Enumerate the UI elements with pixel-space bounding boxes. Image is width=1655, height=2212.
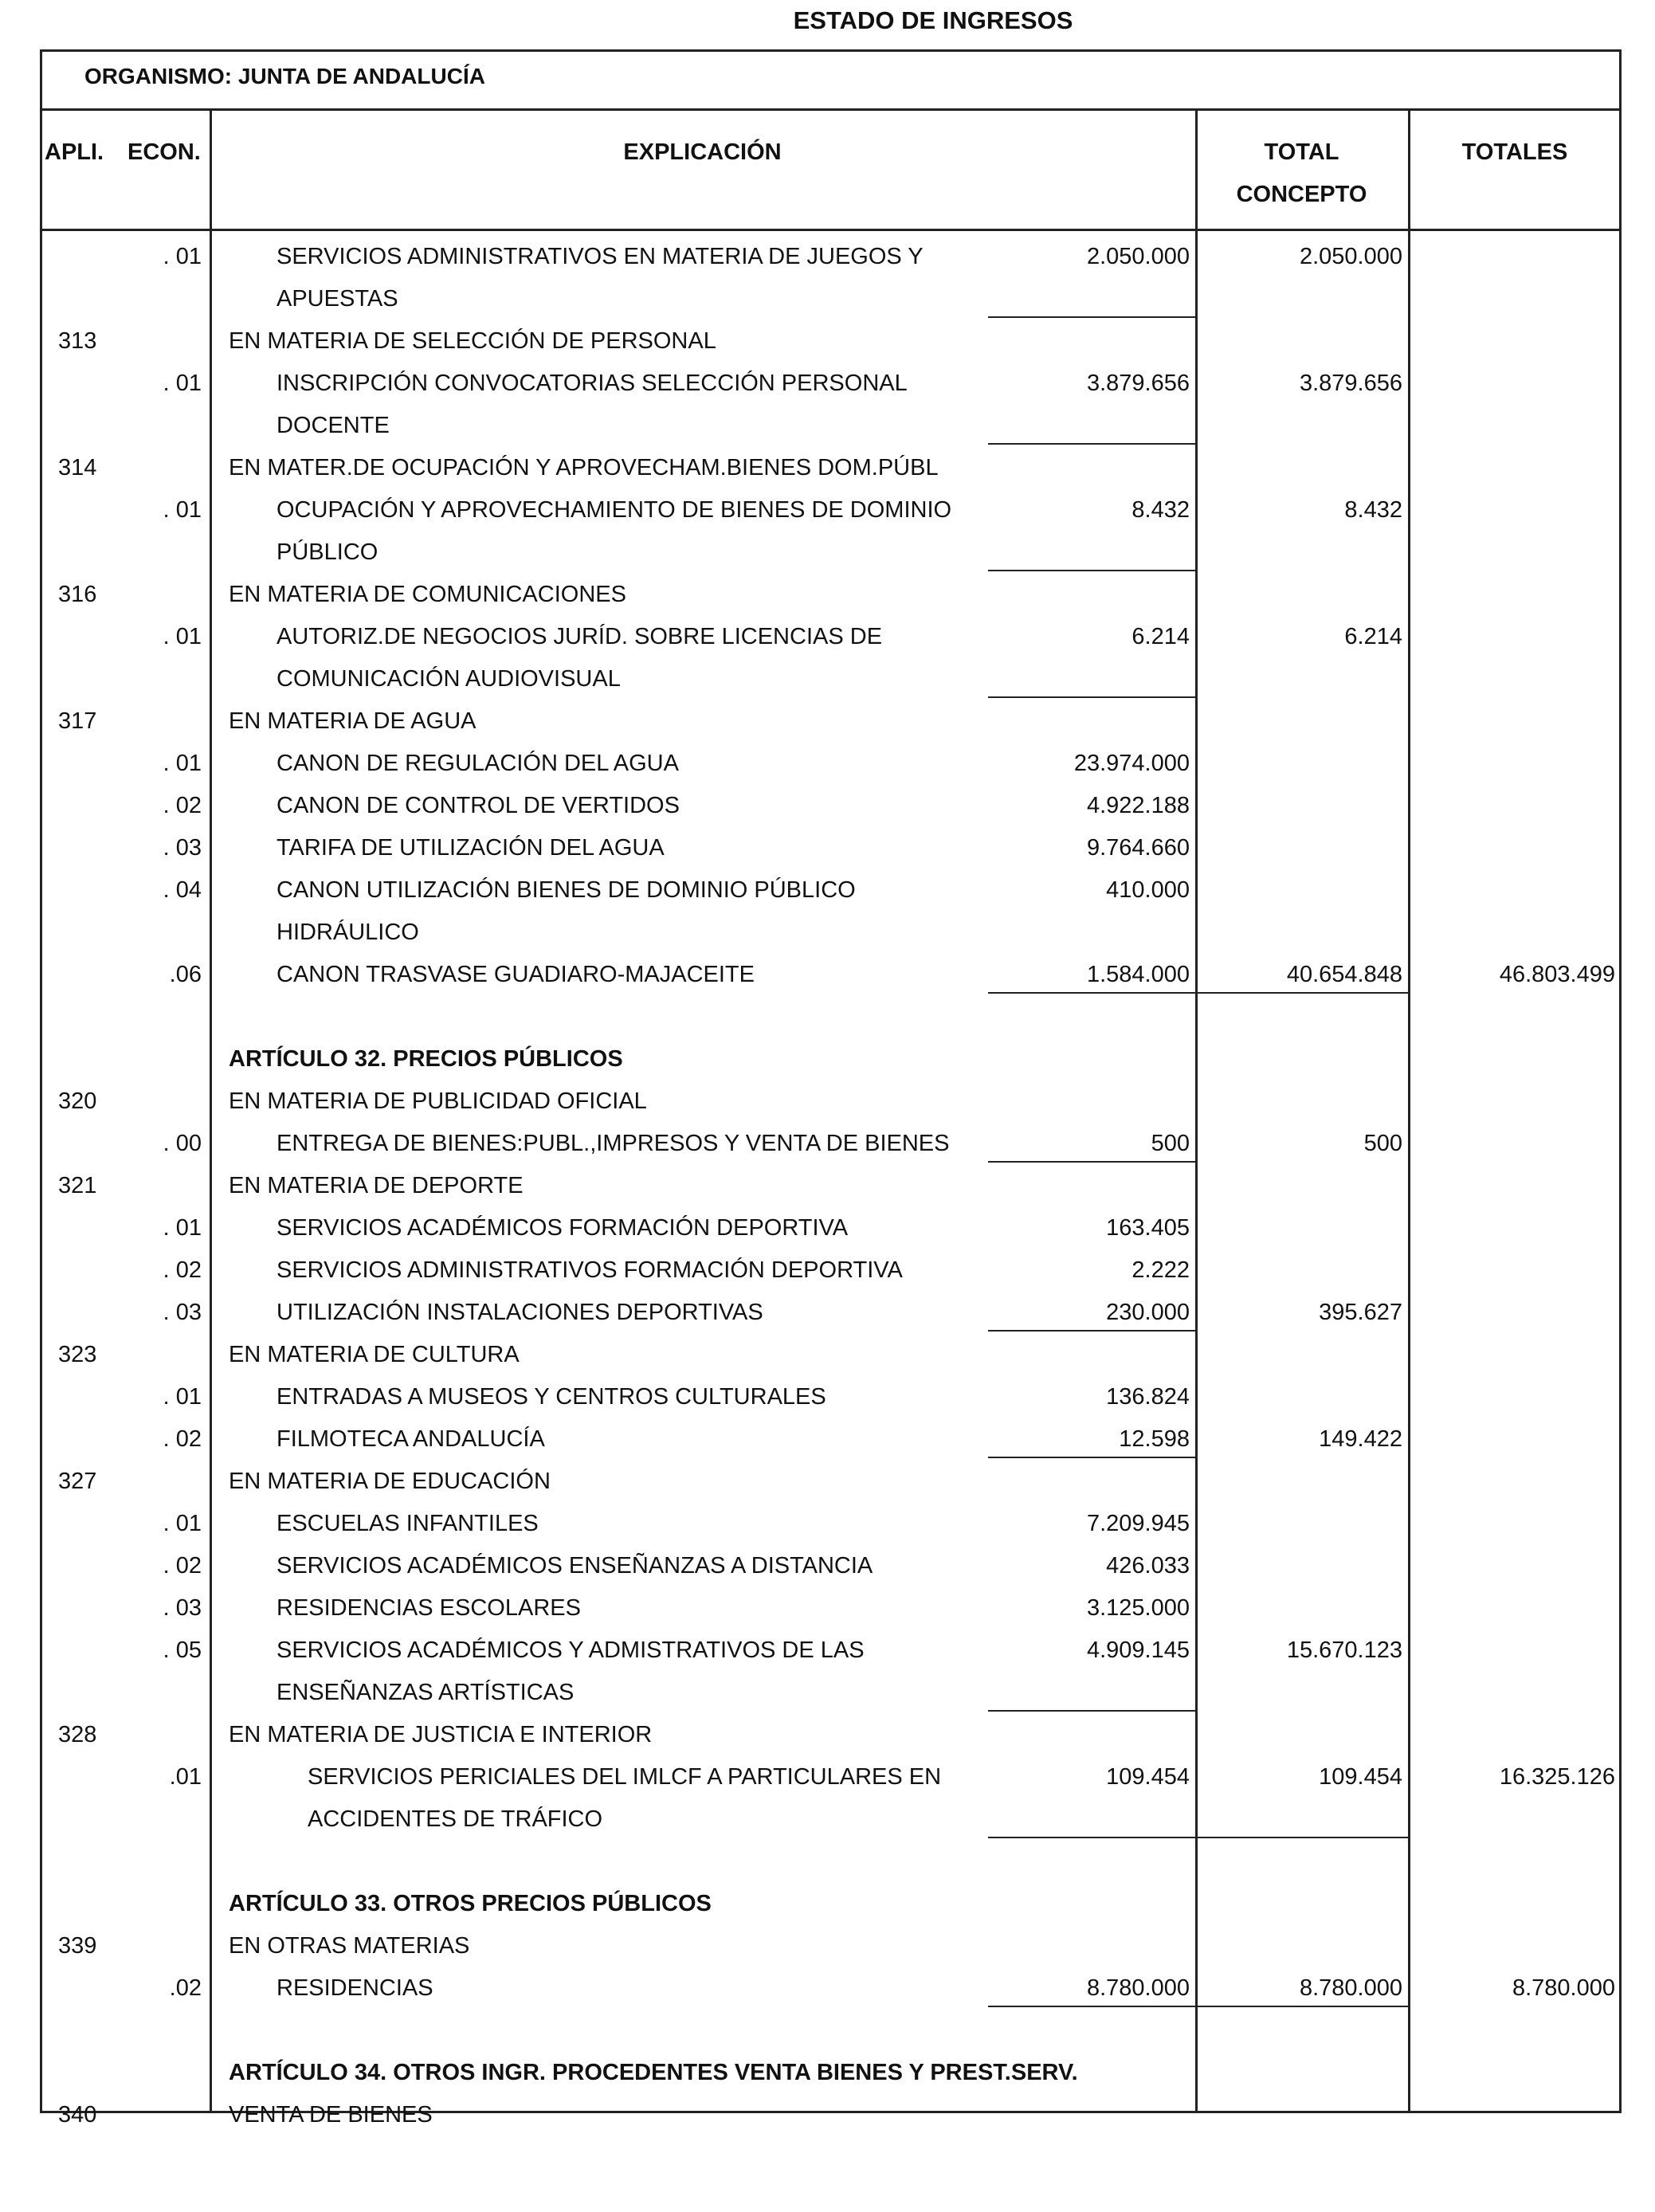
line-description: INSCRIPCIÓN CONVOCATORIAS SELECCIÓN PERSONAL [276,371,908,396]
econ-code: . 02 [163,1426,202,1452]
econ-code: . 01 [163,244,202,269]
subtotal-rule [988,1161,1195,1163]
apli-code: 340 [58,2102,97,2128]
line-amount: 163.405 [1106,1215,1190,1241]
line-description-cont: COMUNICACIÓN AUDIOVISUAL [276,666,621,692]
concept-heading: EN MATER.DE OCUPACIÓN Y APROVECHAM.BIENES DOM.PÚBL [229,455,939,480]
apli-code: 328 [58,1722,97,1747]
subtotal-rule [988,2006,1195,2007]
econ-code: . 01 [163,371,202,396]
article-heading: ARTÍCULO 34. OTROS INGR. PROCEDENTES VENTA BIENES Y PREST.SERV. [229,2060,1078,2085]
line-description: SERVICIOS ADMINISTRATIVOS EN MATERIA DE JUEGOS Y [276,244,924,269]
concept-heading: EN MATERIA DE DEPORTE [229,1173,524,1198]
total-articulo: 8.780.000 [1512,1975,1615,2001]
page-title: ESTADO DE INGRESOS [793,6,1073,34]
header-top-rule [40,108,1622,111]
total-concepto: 40.654.848 [1286,962,1402,987]
line-amount: 136.824 [1106,1384,1190,1410]
line-amount: 12.598 [1119,1426,1190,1452]
line-description: CANON UTILIZACIÓN BIENES DE DOMINIO PÚBLICO [276,877,856,903]
concept-heading: EN MATERIA DE CULTURA [229,1342,520,1367]
line-amount: 500 [1151,1131,1190,1156]
line-description: CANON TRASVASE GUADIARO-MAJACEITE [276,962,755,987]
subtotal-rule [988,1457,1195,1458]
line-description-cont: ACCIDENTES DE TRÁFICO [308,1806,603,1832]
header-apli: APLI. [45,139,104,165]
line-description-cont: ENSEÑANZAS ARTÍSTICAS [276,1680,575,1705]
apli-code: 327 [58,1469,97,1494]
line-amount: 109.454 [1106,1764,1190,1790]
line-description-cont: PÚBLICO [276,539,378,565]
line-description: RESIDENCIAS [276,1975,433,2001]
subtotal-rule [1195,2006,1408,2007]
econ-code: . 03 [163,1595,202,1621]
line-description: ESCUELAS INFANTILES [276,1511,539,1536]
line-amount: 8.432 [1131,497,1190,523]
line-description: FILMOTECA ANDALUCÍA [276,1426,545,1452]
subtotal-rule [988,696,1195,698]
econ-code: . 02 [163,1257,202,1283]
total-concepto: 2.050.000 [1299,244,1402,269]
econ-code: . 01 [163,497,202,523]
line-description: SERVICIOS ACADÉMICOS ENSEÑANZAS A DISTANCIA [276,1553,873,1579]
line-amount: 230.000 [1106,1300,1190,1325]
total-concepto: 6.214 [1344,624,1402,649]
line-amount: 2.050.000 [1086,244,1190,269]
concept-heading: EN MATERIA DE EDUCACIÓN [229,1469,551,1494]
header-bottom-rule [40,229,1622,231]
total-concepto: 8.432 [1344,497,1402,523]
apli-code: 320 [58,1088,97,1114]
line-description: SERVICIOS ADMINISTRATIVOS FORMACIÓN DEPORTIVA [276,1257,903,1283]
line-description: SERVICIOS ACADÉMICOS FORMACIÓN DEPORTIVA [276,1215,849,1241]
econ-code: . 02 [163,793,202,818]
econ-code: .02 [169,1975,202,2001]
column-divider [1195,109,1198,2113]
line-amount: 6.214 [1131,624,1190,649]
subtotal-rule [988,1710,1195,1712]
line-description: OCUPACIÓN Y APROVECHAMIENTO DE BIENES DE DOMINIO [276,497,952,523]
subtotal-rule [988,1330,1195,1332]
column-divider [210,109,212,2113]
header-concepto: CONCEPTO [1236,182,1367,207]
line-description: SERVICIOS PERICIALES DEL IMLCF A PARTICULARES EN [308,1764,942,1790]
header-total: TOTAL [1264,139,1339,165]
econ-code: . 03 [163,835,202,861]
total-articulo: 46.803.499 [1499,962,1615,987]
econ-code: . 01 [163,1384,202,1410]
article-heading: ARTÍCULO 32. PRECIOS PÚBLICOS [229,1046,623,1072]
header-explicacion: EXPLICACIÓN [623,139,782,165]
econ-code: . 02 [163,1553,202,1579]
header-econ: ECON. [127,139,201,165]
line-description-cont: DOCENTE [276,413,390,438]
apli-code: 316 [58,582,97,607]
concept-heading: EN MATERIA DE SELECCIÓN DE PERSONAL [229,328,716,354]
subtotal-rule [988,443,1195,445]
total-concepto: 395.627 [1319,1300,1402,1325]
total-concepto: 500 [1363,1131,1402,1156]
line-amount: 9.764.660 [1086,835,1190,861]
apli-code: 313 [58,328,97,354]
subtotal-rule [1195,1837,1408,1838]
total-concepto: 149.422 [1319,1426,1402,1452]
econ-code: . 05 [163,1637,202,1663]
total-concepto: 3.879.656 [1299,371,1402,396]
line-description-cont: APUESTAS [276,286,398,312]
apli-code: 339 [58,1933,97,1959]
line-description: TARIFA DE UTILIZACIÓN DEL AGUA [276,835,665,861]
apli-code: 317 [58,708,97,734]
econ-code: . 01 [163,1215,202,1241]
concept-heading: EN MATERIA DE JUSTICIA E INTERIOR [229,1722,653,1747]
econ-code: . 04 [163,877,202,903]
line-amount: 4.922.188 [1086,793,1190,818]
line-description: AUTORIZ.DE NEGOCIOS JURÍD. SOBRE LICENCIAS DE [276,624,883,649]
line-description: SERVICIOS ACADÉMICOS Y ADMISTRATIVOS DE LAS [276,1637,865,1663]
line-amount: 23.974.000 [1073,751,1190,776]
line-amount: 8.780.000 [1086,1975,1190,2001]
organismo-label: ORGANISMO: JUNTA DE ANDALUCÍA [84,64,485,88]
line-amount: 2.222 [1131,1257,1190,1283]
apli-code: 314 [58,455,97,480]
apli-code: 323 [58,1342,97,1367]
concept-heading: EN MATERIA DE COMUNICACIONES [229,582,626,607]
econ-code: . 01 [163,624,202,649]
line-description: ENTRADAS A MUSEOS Y CENTROS CULTURALES [276,1384,826,1410]
line-description-cont: HIDRÁULICO [276,920,419,945]
line-description: UTILIZACIÓN INSTALACIONES DEPORTIVAS [276,1300,763,1325]
column-divider [1408,109,1410,2113]
econ-code: .06 [169,962,202,987]
line-amount: 4.909.145 [1086,1637,1190,1663]
apli-code: 321 [58,1173,97,1198]
line-amount: 3.125.000 [1086,1595,1190,1621]
concept-heading: EN MATERIA DE AGUA [229,708,476,734]
total-articulo: 16.325.126 [1499,1764,1615,1790]
subtotal-rule [1195,992,1408,994]
line-description: CANON DE REGULACIÓN DEL AGUA [276,751,679,776]
econ-code: . 03 [163,1300,202,1325]
line-amount: 3.879.656 [1086,371,1190,396]
line-amount: 410.000 [1106,877,1190,903]
table-frame [40,49,1622,2113]
total-concepto: 15.670.123 [1286,1637,1402,1663]
total-concepto: 109.454 [1319,1764,1402,1790]
subtotal-rule [988,316,1195,318]
econ-code: . 01 [163,751,202,776]
line-description: CANON DE CONTROL DE VERTIDOS [276,793,680,818]
econ-code: .01 [169,1764,202,1790]
econ-code: . 00 [163,1131,202,1156]
concept-heading: EN OTRAS MATERIAS [229,1933,470,1959]
subtotal-rule [988,570,1195,571]
subtotal-rule [988,992,1195,994]
subtotal-rule [988,1837,1195,1838]
line-amount: 7.209.945 [1086,1511,1190,1536]
concept-heading: VENTA DE BIENES [229,2102,433,2128]
line-description: ENTREGA DE BIENES:PUBL.,IMPRESOS Y VENTA DE BIENES [276,1131,950,1156]
header-totales: TOTALES [1461,139,1568,165]
line-amount: 1.584.000 [1086,962,1190,987]
concept-heading: EN MATERIA DE PUBLICIDAD OFICIAL [229,1088,647,1114]
total-concepto: 8.780.000 [1299,1975,1402,2001]
line-description: RESIDENCIAS ESCOLARES [276,1595,581,1621]
article-heading: ARTÍCULO 33. OTROS PRECIOS PÚBLICOS [229,1891,712,1916]
line-amount: 426.033 [1106,1553,1190,1579]
econ-code: . 01 [163,1511,202,1536]
